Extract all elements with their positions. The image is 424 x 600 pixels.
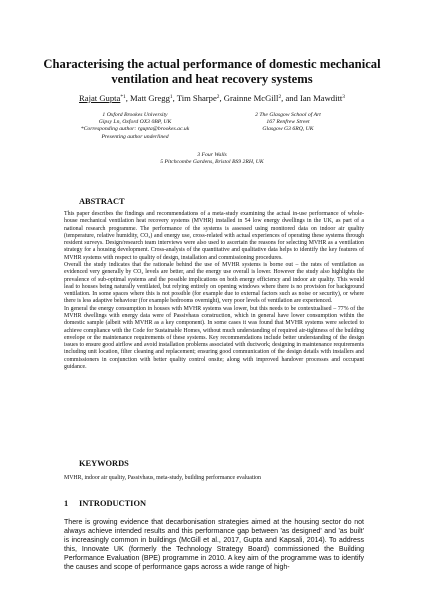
keywords-heading: KEYWORDS	[79, 459, 129, 468]
affiliation-line: 3 Four Walls	[197, 152, 227, 158]
affiliation-line: Gipsy Ln, Oxford OX3 0BP, UK	[98, 119, 172, 126]
author-name: Ian Mawditt	[300, 93, 343, 103]
introduction-body	[64, 518, 364, 572]
abstract-paragraph: This paper describes the findings and recommendations of a meta-study examining the actual in-use performance of whole-house mechanical ventilation heat recovery systems (MVHR) installed in 54 low energy dwellings in the UK, as part of a national research programme. The performance of the systems is assessed using monitored data on indoor air quality (temperature, relative humidity, CO₂) and energy use, cross-related with actual experiences of operating these systems through resident surveys. Design/research team interviews were also used to ascertain the reasons for selecting MVHR as a ventilation strategy for a housing development. Cross-analysis of the quantitative and qualitative data helps to identify the key features of MVHR systems with respect to quality of design, installation and commissioning procedures.	[64, 211, 364, 261]
affiliation-four-walls	[100, 152, 324, 166]
author-superscript: 1	[169, 93, 173, 100]
author-name: Rajat Gupta	[79, 93, 121, 103]
author-separator: ,	[172, 93, 177, 103]
author-superscript: *1	[120, 93, 126, 100]
author-separator: ,	[219, 93, 224, 103]
author-superscript: 2	[216, 93, 220, 100]
paper-title: Characterising the actual performance of domestic mechanical ventilation and heat recovery systems	[43, 57, 381, 87]
author-superscript: 2	[278, 93, 282, 100]
author-superscript: 3	[342, 93, 345, 100]
corresponding-author-line: *Corresponding author: rgupta@brookes.ac.uk	[80, 126, 190, 133]
keywords-text: MVHR, indoor air quality, Passivhaus, meta-study, building performance evaluation	[64, 475, 261, 481]
section-heading-introduction	[64, 499, 146, 509]
affiliation-line: 2 The Glasgow School of Art	[255, 112, 321, 118]
affiliation-line: 167 Renfrew Street	[266, 119, 310, 126]
author-name: Grainne McGill	[223, 93, 279, 103]
abstract-body	[64, 211, 364, 371]
abstract-paragraph: Overall the study indicates that the rationale behind the use of MVHR systems is borne out – the rates of ventilation as evidenced very generally by CO₂ levels are better, and the energy use overall is lower. However the study also highlights the prevalence of sub-optimal systems and the possible implications on both energy efficiency and indoor air quality. This would lead to houses being naturally ventilated, but relying entirely on opening windows where there is no provision for background ventilation. In some spaces where this is not possible (for example due to external factors such as noise or security), or where there is less adaptive behaviour (for example bedrooms overnight), very poor levels of ventilation are experienced.	[64, 261, 364, 305]
affiliation-oxford-brookes	[70, 112, 200, 141]
affiliation-line: 5 Pitchcombe Gardens, Bristol BS9 2RH, UK	[160, 159, 264, 166]
affiliation-glasgow-school-of-art	[240, 112, 336, 134]
author-list	[30, 93, 394, 104]
abstract-paragraph: In general the energy consumption in houses with MVHR systems was lower, but this needs to be contextualised – 77% of the MVHR dwellings with energy data were of Passivhaus construction, which in general have lower consumption within the domestic sample (albeit with MVHR as a key component). In some cases it was found that MVHR systems were selected to achieve compliance with the Code for Sustainable Homes, without much understanding of required air-tightness of the building envelope or the maintenance requirements of these systems. Key recommendations include better understanding of the design issues to ensure good airflow and avoid installation problems associated with ductwork; designing in maintenance requirements including unit location, filter cleaning and replacement; ensuring good communication of the design details with installers and commissioners in conjunction with better quality control onsite; along with improved handover processes and occupant guidance.	[64, 305, 364, 370]
author-name: Tim Sharpe	[176, 93, 217, 103]
author-name: Matt Gregg	[130, 93, 170, 103]
affiliation-line: 1 Oxford Brookes University	[102, 112, 168, 118]
section-number: 1	[64, 499, 69, 508]
author-separator: , and	[281, 93, 300, 103]
affiliation-line: Glasgow G3 6RQ, UK	[262, 126, 314, 133]
introduction-paragraph: There is growing evidence that decarbonisation strategies aimed at the housing sector do not always achieve intended results and this performance gap between 'as designed' and 'as built' is increasingly common in buildings (McGill et al., 2017, Gupta and Kapsali, 2014). To address this, Innovate UK (formerly the Technology Strategy Board) commissioned the Building Performance Evaluation (BPE) programme in 2010. A key aim of the programme was to identify the causes and scope of performance gaps across a wide range of high-	[64, 519, 364, 572]
abstract-heading: ABSTRACT	[79, 197, 125, 206]
presenting-author-note: Presenting author underlined	[101, 133, 169, 140]
section-title: INTRODUCTION	[79, 499, 147, 508]
author-separator: ,	[125, 93, 131, 103]
